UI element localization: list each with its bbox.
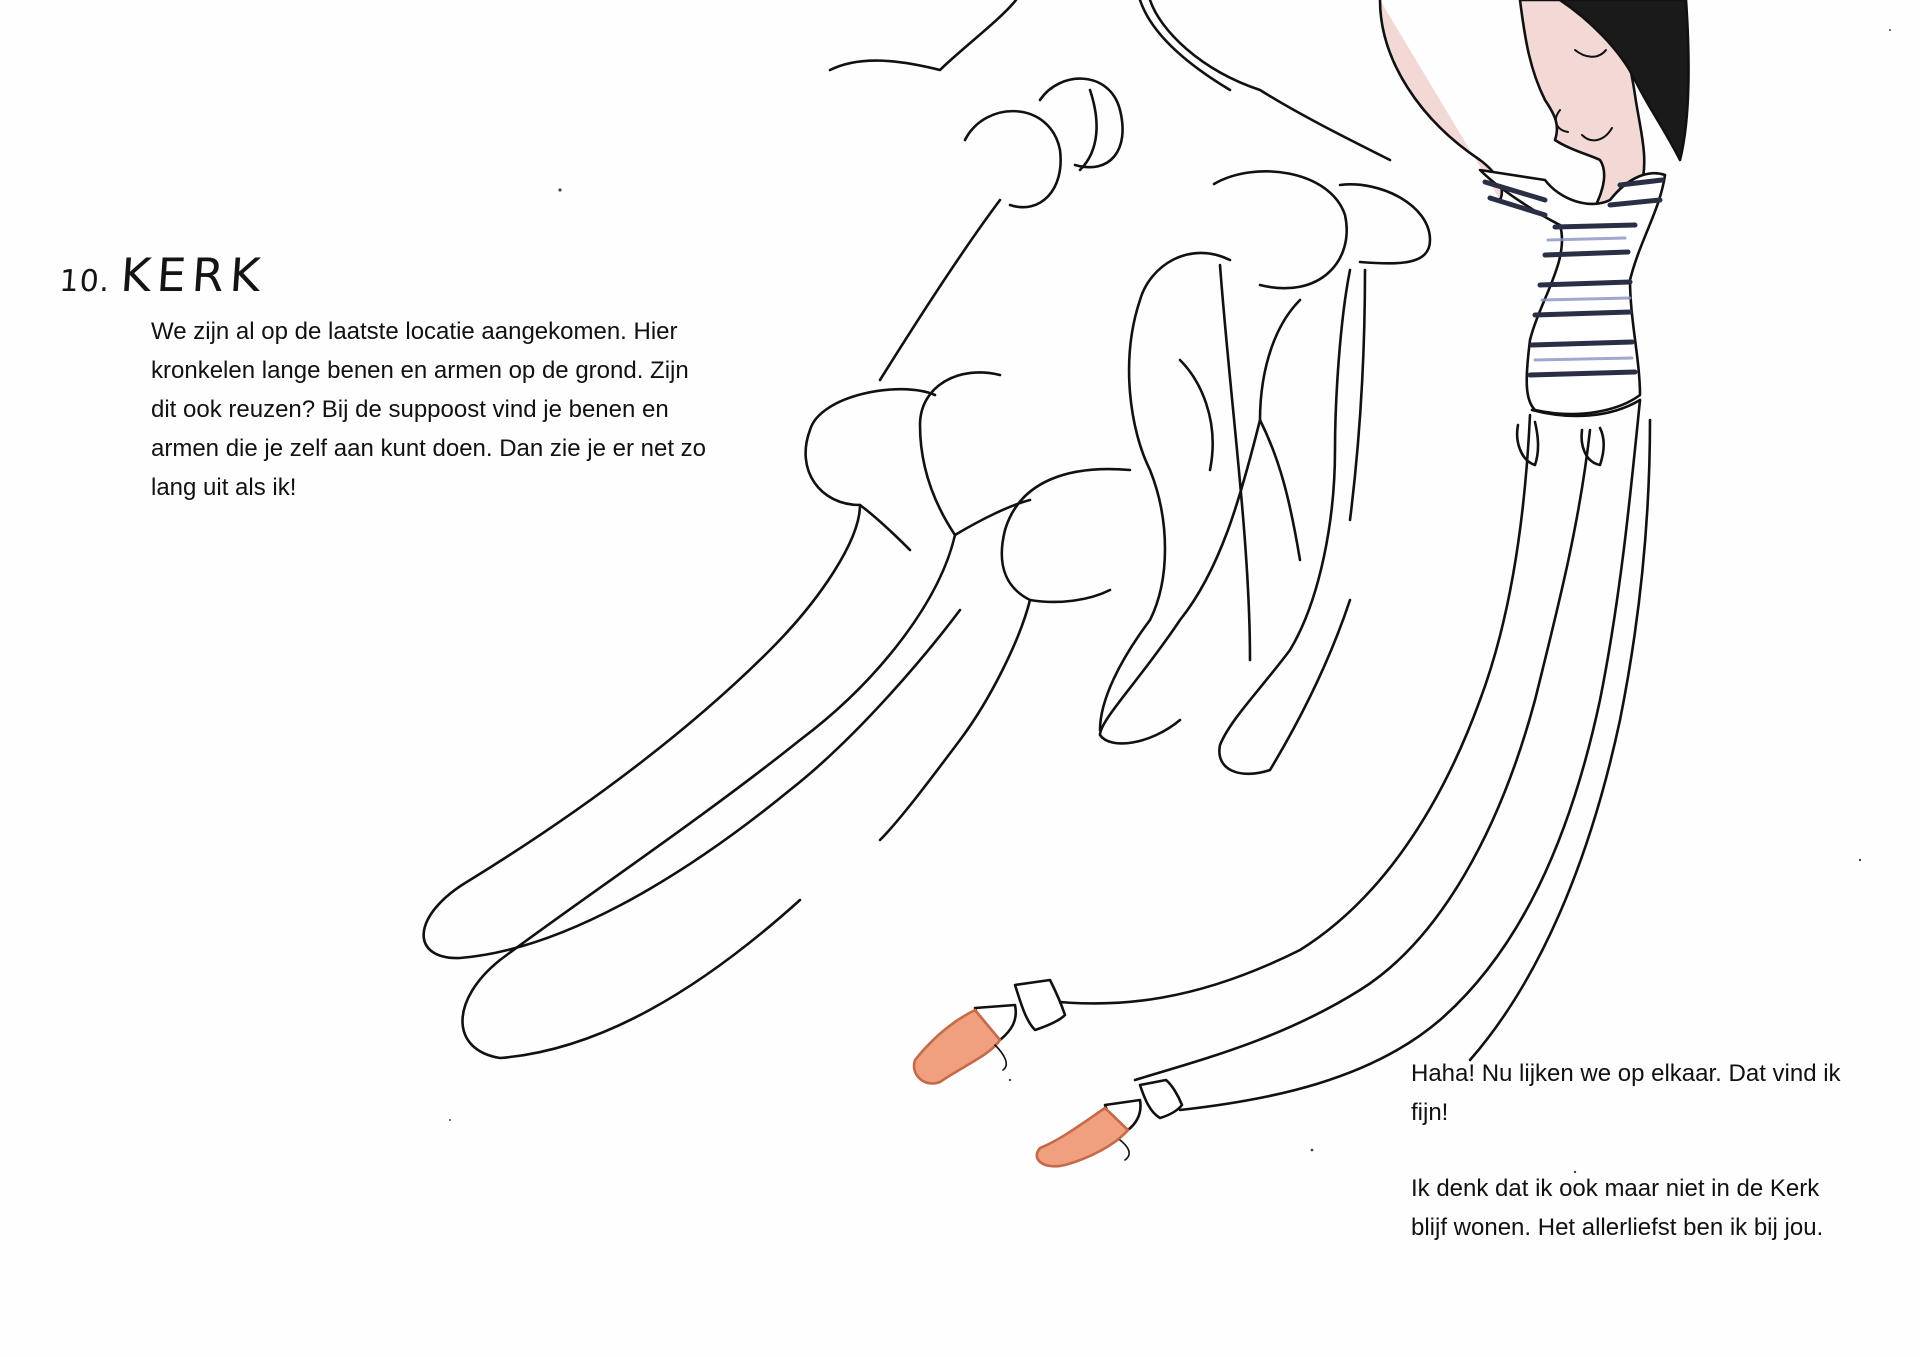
character-shirt <box>1480 170 1665 414</box>
dialogue-line-2: Ik denk dat ik ook maar niet in de Kerk blijf wonen. Het allerliefst ben ik bij jou. <box>1411 1175 1824 1241</box>
heading-title: KERK <box>118 248 268 302</box>
dialogue-line-1: Haha! Nu lijken we op elkaar. Dat vind ik fijn! <box>1411 1060 1841 1126</box>
character-shoe-right <box>1037 1108 1128 1166</box>
page-heading <box>58 248 268 302</box>
giant-hand <box>424 0 1430 1058</box>
tall-character <box>914 0 1688 1166</box>
character-dialogue <box>1411 1054 1851 1284</box>
intro-paragraph: We zijn al op de laatste locatie aangekomen. Hier kronkelen lange benen en armen op de grond. Zijn dit ook reuzen? Bij de suppoost vind je benen en armen die je zelf aan kunt doen. Dan zie je er net zo lang uit als ik! <box>151 318 706 501</box>
intro-text-block <box>151 312 711 507</box>
heading-number: 10. <box>58 264 112 299</box>
